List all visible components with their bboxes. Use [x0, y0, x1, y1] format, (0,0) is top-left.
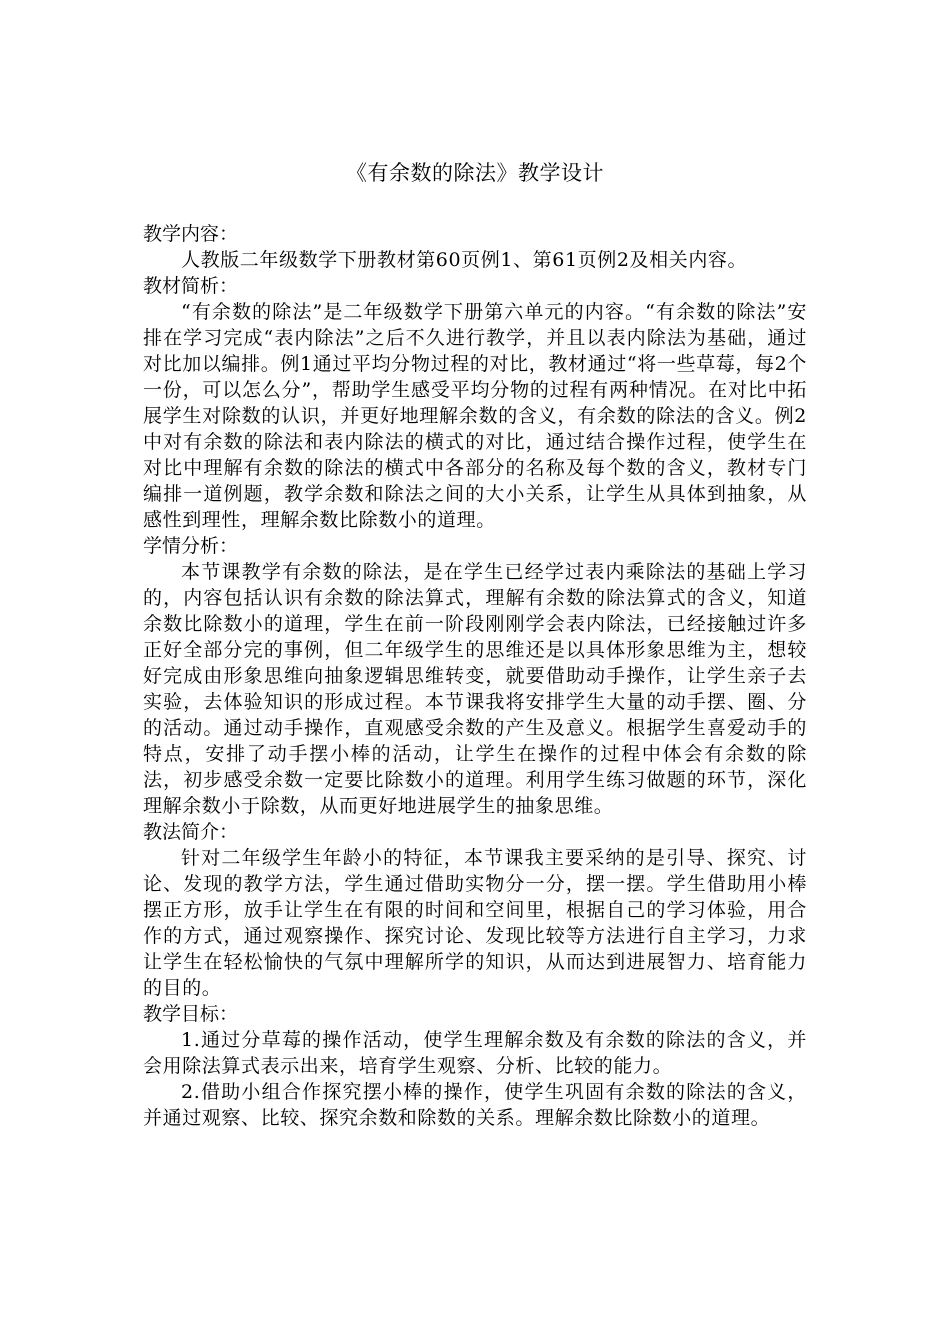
goal-item: 1.通过分草莓的操作活动，使学生理解余数及有余数的除法的含义，并会用除法算式表示出来，培育学生观察、分析、比较的能力。	[143, 1029, 807, 1077]
section-paragraph: 人教版二年级数学下册教材第60页例1、第61页例2及相关内容。	[181, 249, 748, 271]
section-paragraph: 针对二年级学生年龄小的特征，本节课我主要采纳的是引导、探究、讨论、发现的教学方法，学生通过借助实物分一分，摆一摆。学生借助用小棒摆正方形，放手让学生在有限的时间和空间里，根据自己的学习体验，用合作的方式，通过观察操作、探究讨论、发现比较等方法进行自主学习，力求让学生在轻松愉快的气氛中理解所学的知识，从而达到进展智力、培育能力的目的。	[143, 847, 807, 999]
section-paragraph: “有余数的除法”是二年级数学下册第六单元的内容。“有余数的除法”安排在学习完成“表内除法”之后不久进行教学，并且以表内除法为基础，通过对比加以编排。例1通过平均分物过程的对比，教材通过“将一些草莓，每2个一份，可以怎么分”，帮助学生感受平均分物的过程有两种情况。在对比中拓展学生对除数的认识，并更好地理解余数的含义，有余数的除法的含义。例2中对有余数的除法和表内除法的横式的对比，通过结合操作过程，使学生在对比中理解有余数的除法的横式中各部分的名称及每个数的含义，教材专门编排一道例题，教学余数和除法之间的大小关系，让学生从具体到抽象，从感性到理性，理解余数比除数小的道理。	[143, 301, 807, 531]
section-heading: 教学内容：	[143, 223, 239, 245]
section-paragraph: 本节课教学有余数的除法，是在学生已经学过表内乘除法的基础上学习的，内容包括认识有余数的除法算式，理解有余数的除法算式的含义，知道余数比除数小的道理，学生在前一阶段刚刚学会表内除法，已经接触过许多正好全部分完的事例，但二年级学生的思维还是以具体形象思维为主，想较好完成由形象思维向抽象逻辑思维转变，就要借助动手操作，让学生亲子去实验，去体验知识的形成过程。本节课我将安排学生大量的动手摆、圈、分的活动。通过动手操作，直观感受余数的产生及意义。根据学生喜爱动手的特点，安排了动手摆小棒的活动，让学生在操作的过程中体会有余数的除法，初步感受余数一定要比除数小的道理。利用学生练习做题的环节，深化理解余数小于除数，从而更好地进展学生的抽象思维。	[143, 561, 807, 817]
section-student-analysis	[143, 533, 807, 819]
section-heading: 教学目标：	[143, 1003, 239, 1025]
section-teaching-content	[143, 221, 807, 273]
section-teaching-method	[143, 819, 807, 1001]
section-teaching-goals	[143, 1001, 807, 1131]
goal-item: 2.借助小组合作探究摆小棒的操作，使学生巩固有余数的除法的含义，并通过观察、比较、探究余数和除数的关系。理解余数比除数小的道理。	[143, 1081, 807, 1129]
section-heading: 教法简介：	[143, 821, 239, 843]
document-title: 《有余数的除法》教学设计	[346, 161, 604, 185]
section-heading: 教材简析：	[143, 275, 239, 297]
section-textbook-analysis	[143, 273, 807, 533]
document-body	[143, 221, 807, 1131]
section-heading: 学情分析：	[143, 535, 239, 557]
